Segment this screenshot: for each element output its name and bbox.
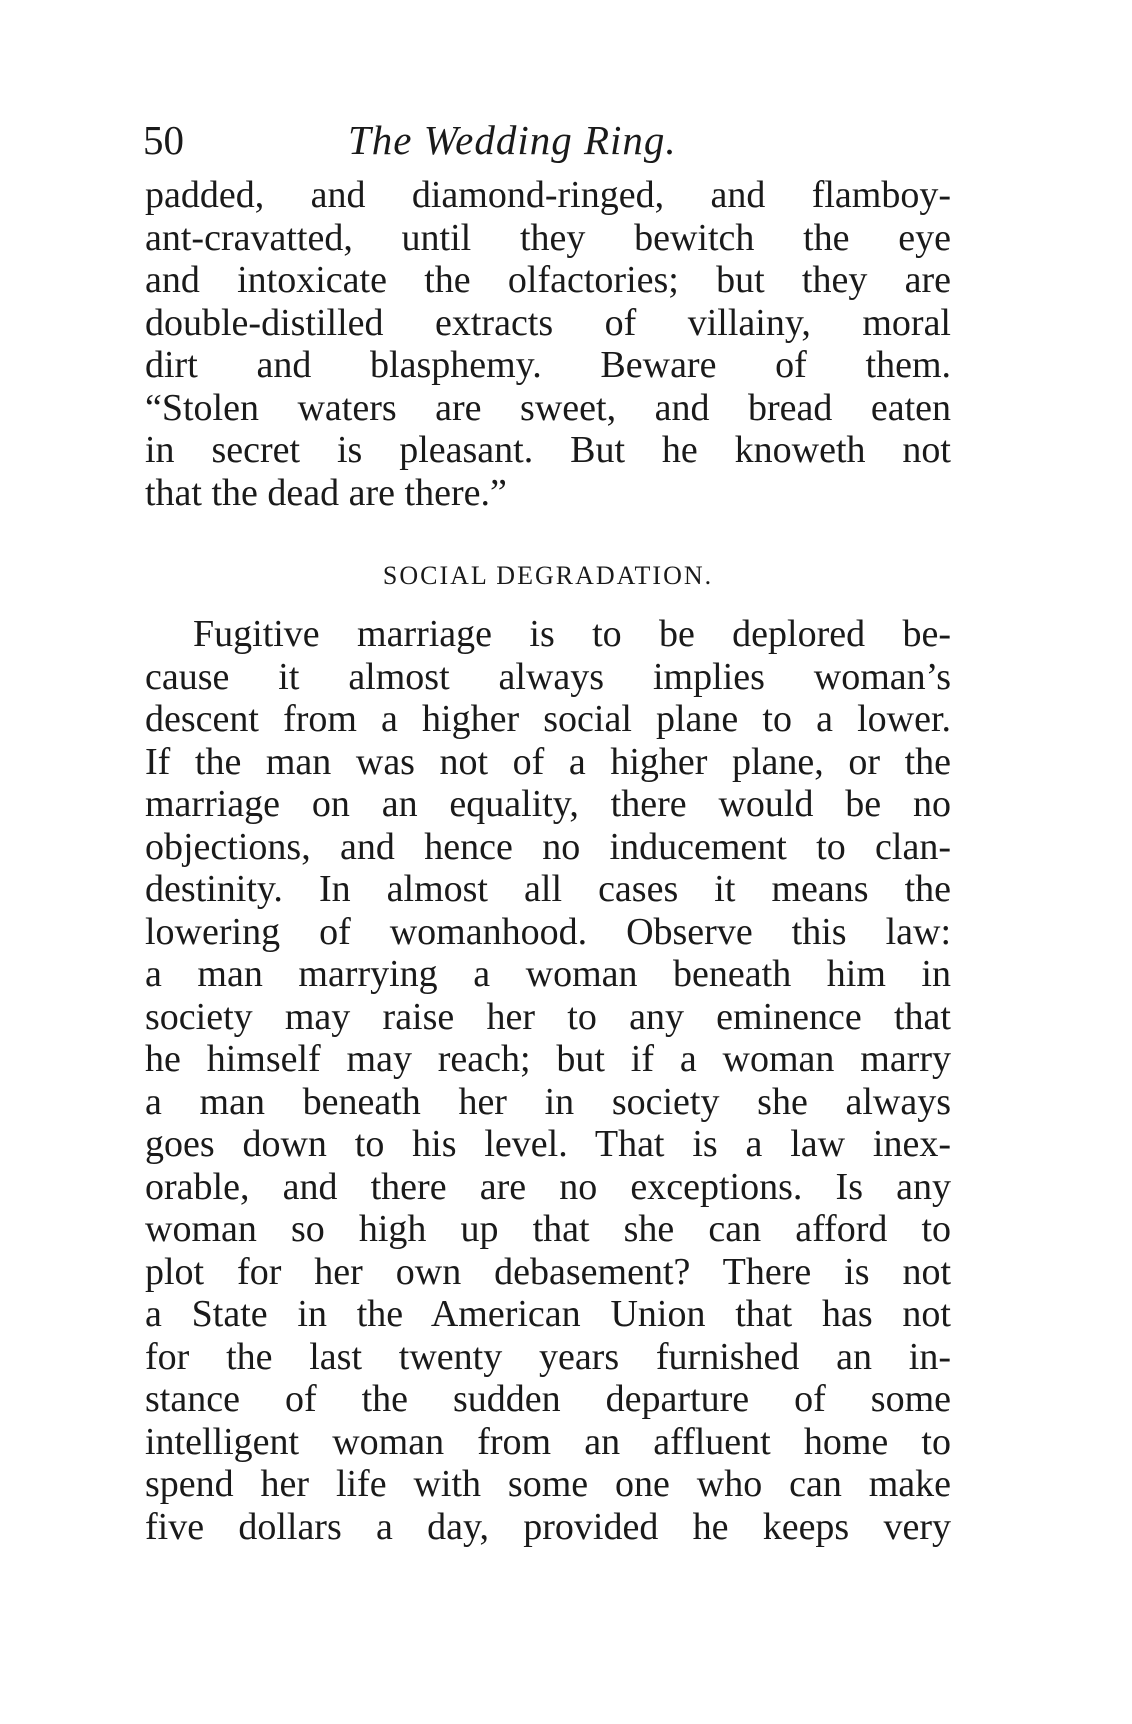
section-heading: SOCIAL DEGRADATION.: [382, 561, 714, 590]
running-head: [143, 112, 963, 168]
text-line: Fugitive marriage is to be deplored be-: [193, 613, 951, 655]
paragraph-social-degradation: [145, 613, 951, 1548]
text-line: for the last twenty years furnished an in-: [145, 1335, 951, 1378]
text-line: spend her life with some one who can make: [145, 1463, 951, 1505]
text-line: objections, and hence no inducement to clan-: [145, 825, 951, 868]
text-line: woman so high up that she can afford to: [145, 1208, 951, 1250]
text-line: a State in the American Union that has not: [145, 1293, 951, 1335]
text-line: a man beneath her in society she always: [145, 1080, 951, 1123]
text-line: that the dead are there.”: [145, 471, 507, 514]
running-title: The Wedding Ring.: [348, 117, 677, 163]
text-line: in secret is pleasant. But he knoweth not: [145, 429, 951, 471]
text-line: he himself may reach; but if a woman marry: [145, 1038, 951, 1080]
text-line: ant-cravatted, until they bewitch the eye: [145, 216, 951, 259]
text-line: double-distilled extracts of villainy, moral: [145, 301, 951, 344]
text-line: padded, and diamond-ringed, and flamboy-: [145, 174, 951, 216]
text-line: If the man was not of a higher plane, or the: [145, 740, 951, 783]
text-line: destinity. In almost all cases it means the: [145, 868, 951, 910]
text-line: descent from a higher social plane to a lower.: [145, 698, 951, 740]
page-number: 50: [143, 117, 184, 163]
paragraph-continued: [145, 174, 951, 514]
text-line: intelligent woman from an affluent home to: [145, 1420, 951, 1463]
text-line: and intoxicate the olfactories; but they are: [145, 259, 951, 301]
text-line: orable, and there are no exceptions. Is any: [145, 1165, 951, 1208]
text-line: “Stolen waters are sweet, and bread eaten: [145, 386, 951, 429]
text-line: cause it almost always implies woman’s: [145, 655, 951, 698]
text-line: plot for her own debasement? There is not: [145, 1250, 951, 1293]
text-line: five dollars a day, provided he keeps very: [145, 1505, 951, 1548]
text-line: a man marrying a woman beneath him in: [145, 953, 951, 995]
text-line: goes down to his level. That is a law inex-: [145, 1123, 951, 1165]
text-line: society may raise her to any eminence that: [145, 995, 951, 1038]
text-line: lowering of womanhood. Observe this law:: [145, 910, 951, 953]
text-line: dirt and blasphemy. Beware of them.: [145, 344, 951, 386]
text-line: marriage on an equality, there would be no: [145, 783, 951, 825]
text-line: stance of the sudden departure of some: [145, 1378, 951, 1420]
